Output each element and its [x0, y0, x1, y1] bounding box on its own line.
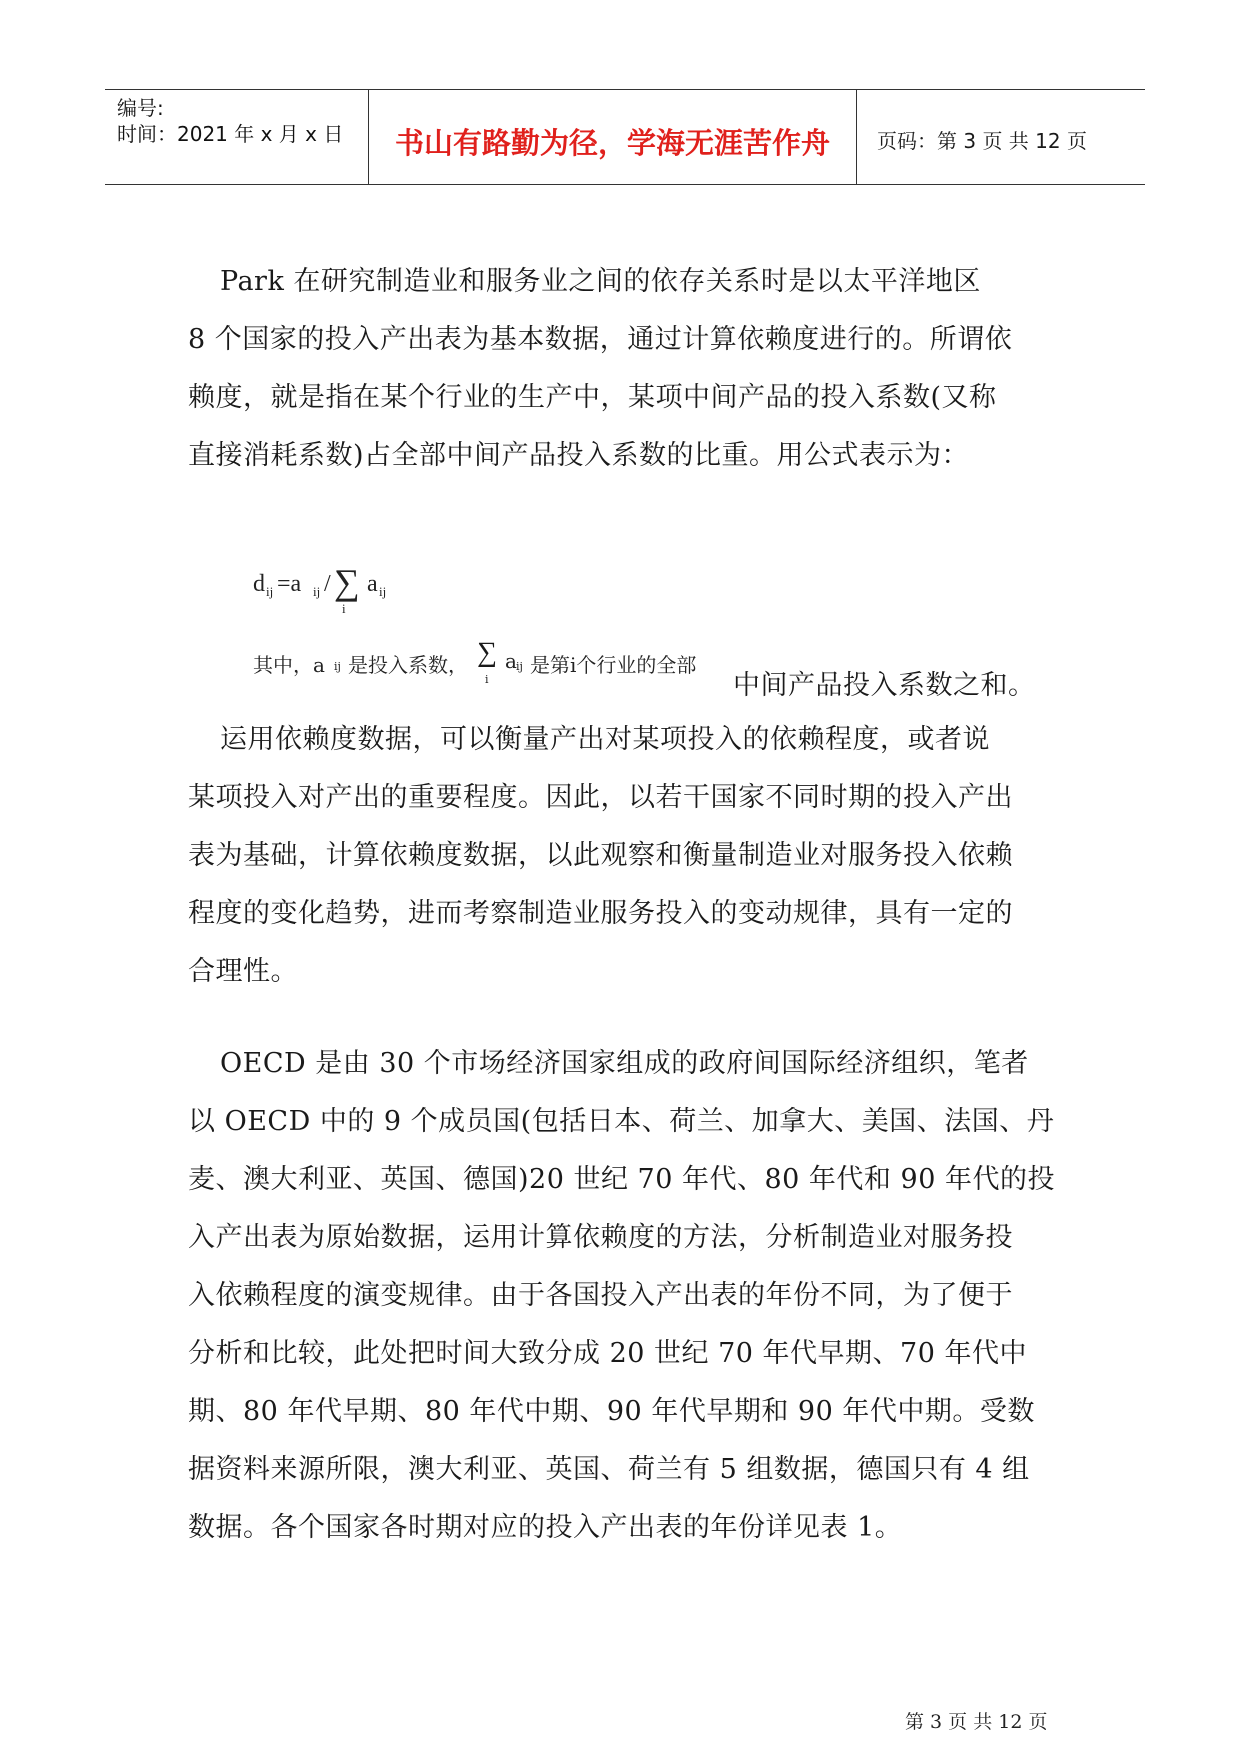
text-line: 运用依赖度数据，可以衡量产出对某项投入的依赖程度，或者说: [220, 724, 990, 755]
formula-eq-sub: ij: [313, 584, 321, 599]
text-line: OECD 是由 30 个市场经济国家组成的政府间国际经济组织，笔者: [220, 1048, 1029, 1079]
text-line: 直接消耗系数)占全部中间产品投入系数的比重。用公式表示为：: [188, 440, 970, 471]
text-line: 某项投入对产出的重要程度。因此，以若干国家不同时期的投入产出: [188, 782, 1013, 813]
text-line: 以 OECD 中的 9 个成员国(包括日本、荷兰、加拿大、美国、法国、丹: [188, 1106, 1055, 1137]
note-a-sub: ij: [516, 660, 523, 673]
time-label: 时间：2021 年 x 月 x 日: [117, 122, 344, 146]
formula-lhs-sub: ij: [266, 584, 274, 599]
note-mid: 是投入系数，: [348, 653, 468, 677]
note-prefix-sub: ij: [334, 660, 341, 673]
header-page-cell: [857, 90, 1145, 184]
note-suffix: 是第i个行业的全部: [530, 653, 697, 677]
header-page-label: 页码：第 3 页 共 12 页: [877, 129, 1087, 153]
header-motto: 书山有路勤为径，学海无涯苦作舟: [394, 126, 830, 160]
formula-sigma-sub: i: [342, 601, 346, 616]
text-line: 麦、澳大利亚、英国、德国)20 世纪 70 年代、80 年代和 90 年代的投: [188, 1164, 1055, 1195]
note-prefix: 其中，a: [253, 653, 325, 677]
serial-label: 编号:: [117, 96, 164, 120]
text-line: 据资料来源所限，澳大利亚、英国、荷兰有 5 组数据，德国只有 4 组: [188, 1454, 1030, 1485]
header-motto-cell: [369, 90, 857, 184]
formula-lhs: d: [253, 571, 265, 597]
text-line: 赖度，就是指在某个行业的生产中，某项中间产品的投入系数(又称: [188, 382, 997, 413]
text-line: 8 个国家的投入产出表为基本数据，通过计算依赖度进行的。所谓依: [188, 324, 1013, 355]
header-info-cell: [105, 90, 369, 184]
text-line: 程度的变化趋势，进而考察制造业服务投入的变动规律，具有一定的: [188, 898, 1013, 929]
formula-eq: =a: [277, 571, 302, 597]
note-tail: 中间产品投入系数之和。: [733, 670, 1036, 701]
text-line: Park 在研究制造业和服务业之间的依存关系时是以太平洋地区: [220, 266, 981, 297]
text-line: 入产出表为原始数据，运用计算依赖度的方法，分析制造业对服务投: [188, 1222, 1013, 1253]
formula-sigma: ∑: [334, 562, 360, 602]
text-line: 数据。各个国家各时期对应的投入产出表的年份详见表 1。: [188, 1512, 903, 1543]
text-line: 分析和比较，此处把时间大致分成 20 世纪 70 年代早期、70 年代中: [188, 1338, 1027, 1369]
page-footer: 第 3 页 共 12 页: [905, 1711, 1048, 1733]
formula-rhs: a: [367, 571, 378, 597]
note-sigma-sub: i: [485, 673, 489, 686]
note-sigma: ∑: [477, 637, 497, 668]
page-header: [105, 89, 1145, 185]
formula-slash: /: [324, 571, 331, 597]
text-line: 入依赖程度的演变规律。由于各国投入产出表的年份不同，为了便于: [188, 1280, 1013, 1311]
formula-rhs-sub: ij: [379, 584, 387, 599]
text-line: 合理性。: [188, 956, 298, 987]
text-line: 期、80 年代早期、80 年代中期、90 年代早期和 90 年代中期。受数: [188, 1396, 1035, 1427]
formula-dependency: [253, 562, 453, 620]
note-a: a: [505, 649, 517, 673]
text-line: 表为基础，计算依赖度数据，以此观察和衡量制造业对服务投入依赖: [188, 840, 1013, 871]
